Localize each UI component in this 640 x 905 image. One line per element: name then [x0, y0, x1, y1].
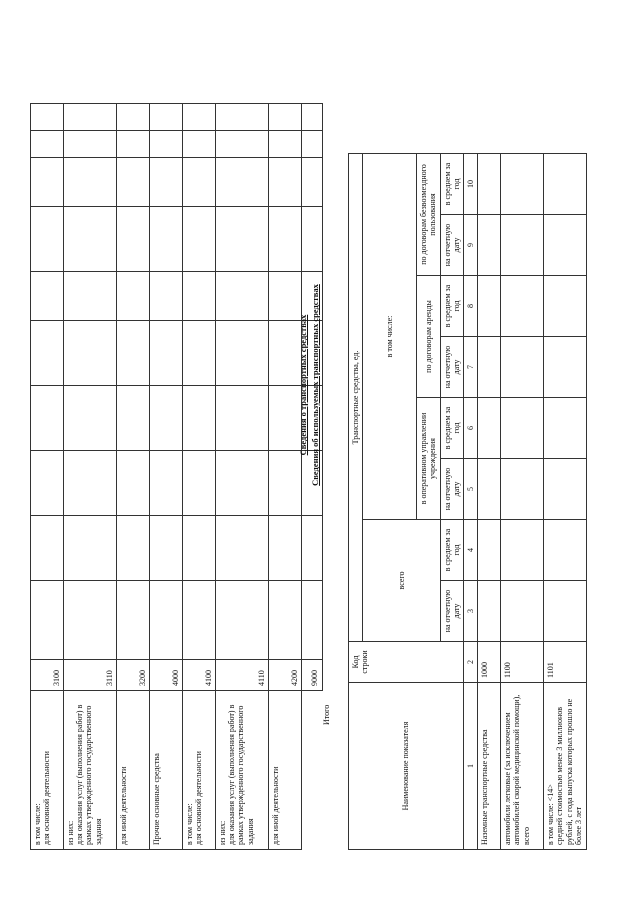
value-cell [216, 104, 269, 131]
value-cell [478, 276, 501, 337]
column-number: 7 [464, 337, 478, 398]
row-code: 4000 [150, 660, 183, 691]
value-cell [216, 272, 269, 321]
asset-row [117, 104, 150, 850]
value-cell [150, 272, 183, 321]
value-cell [117, 451, 150, 516]
value-cell [544, 154, 587, 215]
value-cell [150, 516, 183, 581]
value-cell [117, 272, 150, 321]
row-label: из них: для оказания услуг (выполнения работ) в рамках утвержденного государственного задания [64, 691, 117, 850]
value-cell [150, 158, 183, 207]
value-cell [64, 321, 117, 386]
value-cell [150, 207, 183, 272]
value-cell [216, 207, 269, 272]
value-cell [64, 158, 117, 207]
vehicle-row [478, 154, 501, 850]
value-cell [216, 581, 269, 660]
row-label: из них: для оказания услуг (выполнения работ) в рамках утвержденного государственного задания [216, 691, 269, 850]
value-cell [216, 386, 269, 451]
value-cell [501, 581, 544, 642]
value-cell [544, 215, 587, 276]
value-cell [183, 272, 216, 321]
h-avg-year: в среднем за год [440, 154, 463, 215]
vehicles-table [348, 153, 587, 850]
column-number: 3 [464, 581, 478, 642]
value-cell [269, 207, 302, 272]
value-cell [31, 581, 64, 660]
value-cell [478, 398, 501, 459]
total-label: Итого [322, 704, 331, 725]
value-cell [269, 581, 302, 660]
column-number: 5 [464, 459, 478, 520]
value-cell [64, 516, 117, 581]
value-cell [31, 321, 64, 386]
value-cell [216, 321, 269, 386]
value-cell [501, 276, 544, 337]
row-code: 9000 [302, 660, 323, 691]
column-number: 9 [464, 215, 478, 276]
value-cell [478, 337, 501, 398]
value-cell [183, 516, 216, 581]
value-cell [150, 386, 183, 451]
value-cell [64, 386, 117, 451]
value-cell [302, 131, 323, 158]
value-cell [478, 520, 501, 581]
row-code: 4200 [269, 660, 302, 691]
value-cell [117, 581, 150, 660]
value-cell [478, 154, 501, 215]
row-label: для иной деятельности [269, 691, 302, 850]
value-cell [117, 131, 150, 158]
value-cell [501, 215, 544, 276]
value-cell [269, 386, 302, 451]
column-number: 10 [464, 154, 478, 215]
value-cell [64, 131, 117, 158]
row-code: 3100 [31, 660, 64, 691]
row-code: 1100 [501, 642, 544, 683]
value-cell [31, 516, 64, 581]
value-cell [150, 104, 183, 131]
value-cell [183, 131, 216, 158]
value-cell [31, 158, 64, 207]
h-on-date: на отчетную дату [440, 581, 463, 642]
value-cell [64, 207, 117, 272]
row-label: в том числе: <14> средней стоимостью менее 3 миллионов рублей, с года выпуска которых прошло не более 3 лет [544, 683, 587, 850]
value-cell [31, 386, 64, 451]
h-avg-year: в среднем за год [440, 398, 463, 459]
value-cell [501, 154, 544, 215]
column-number: 4 [464, 520, 478, 581]
header-rent: по договорам аренды [417, 276, 440, 398]
column-number: 1 [464, 683, 478, 850]
h-on-date: на отчетную дату [440, 215, 463, 276]
value-cell [117, 158, 150, 207]
value-cell [150, 451, 183, 516]
row-label: Прочие основные средства [150, 691, 183, 850]
value-cell [31, 131, 64, 158]
value-cell [117, 321, 150, 386]
asset-row [64, 104, 117, 850]
value-cell [269, 321, 302, 386]
value-cell [183, 104, 216, 131]
value-cell [478, 581, 501, 642]
header-oper: в оперативном управлении учреждения [417, 398, 440, 520]
value-cell [501, 520, 544, 581]
h-on-date: на отчетную дату [440, 459, 463, 520]
value-cell [269, 272, 302, 321]
value-cell [31, 207, 64, 272]
value-cell [544, 520, 587, 581]
value-cell [216, 158, 269, 207]
value-cell [64, 451, 117, 516]
value-cell [183, 581, 216, 660]
vehicle-row [544, 154, 587, 850]
value-cell [544, 581, 587, 642]
h-avg-year: в среднем за год [440, 520, 463, 581]
value-cell [183, 207, 216, 272]
value-cell [269, 516, 302, 581]
header-total: всего [363, 520, 440, 642]
row-code: 3110 [64, 660, 117, 691]
value-cell [269, 451, 302, 516]
header-incl: в том числе: [363, 154, 417, 520]
h-avg-year: в среднем за год [440, 276, 463, 337]
row-label: в том числе: для основной деятельности [31, 691, 64, 850]
value-cell [302, 104, 323, 131]
value-cell [501, 337, 544, 398]
value-cell [269, 104, 302, 131]
value-cell [183, 158, 216, 207]
row-label: автомобили легковые (за исключением автомобилей скорой медицинской помощи), всего [501, 683, 544, 850]
value-cell [544, 337, 587, 398]
value-cell [183, 386, 216, 451]
value-cell [117, 104, 150, 131]
value-cell [150, 581, 183, 660]
header-code: Код строки [349, 642, 464, 683]
value-cell [31, 104, 64, 131]
row-code: 4110 [216, 660, 269, 691]
row-code: 3200 [117, 660, 150, 691]
asset-row [216, 104, 269, 850]
value-cell [216, 516, 269, 581]
value-cell [544, 459, 587, 520]
row-label [302, 691, 323, 850]
row-label: в том числе: для основной деятельности [183, 691, 216, 850]
section-title: Сведения о транспортных средствах [298, 314, 308, 456]
value-cell [544, 276, 587, 337]
value-cell [269, 158, 302, 207]
value-cell [478, 459, 501, 520]
column-number: 6 [464, 398, 478, 459]
value-cell [117, 386, 150, 451]
value-cell [64, 104, 117, 131]
fixed-assets-table [30, 103, 323, 850]
column-number: 2 [464, 642, 478, 683]
value-cell [64, 581, 117, 660]
value-cell [117, 207, 150, 272]
asset-row [150, 104, 183, 850]
asset-row [183, 104, 216, 850]
value-cell [64, 272, 117, 321]
vehicle-row [501, 154, 544, 850]
column-number: 8 [464, 276, 478, 337]
header-name: Наименование показателя [349, 683, 464, 850]
value-cell [501, 459, 544, 520]
value-cell [117, 516, 150, 581]
row-code: 1101 [544, 642, 587, 683]
value-cell [183, 451, 216, 516]
section-subtitle: Сведения об используемых транспортных средствах [310, 284, 320, 486]
row-label: Наземные транспортные средства [478, 683, 501, 850]
value-cell [478, 215, 501, 276]
value-cell [269, 131, 302, 158]
asset-row [269, 104, 302, 850]
value-cell [544, 398, 587, 459]
value-cell [31, 451, 64, 516]
header-free: по договорам безвозмездного пользования [417, 154, 440, 276]
row-code: 1000 [478, 642, 501, 683]
value-cell [150, 321, 183, 386]
value-cell [216, 131, 269, 158]
h-on-date: на отчетную дату [440, 337, 463, 398]
asset-row [31, 104, 64, 850]
row-code: 4100 [183, 660, 216, 691]
header-vehicles: Транспортные средства, ед. [349, 154, 363, 642]
value-cell [31, 272, 64, 321]
value-cell [183, 321, 216, 386]
value-cell [216, 451, 269, 516]
value-cell [501, 398, 544, 459]
row-label: для иной деятельности [117, 691, 150, 850]
value-cell [150, 131, 183, 158]
